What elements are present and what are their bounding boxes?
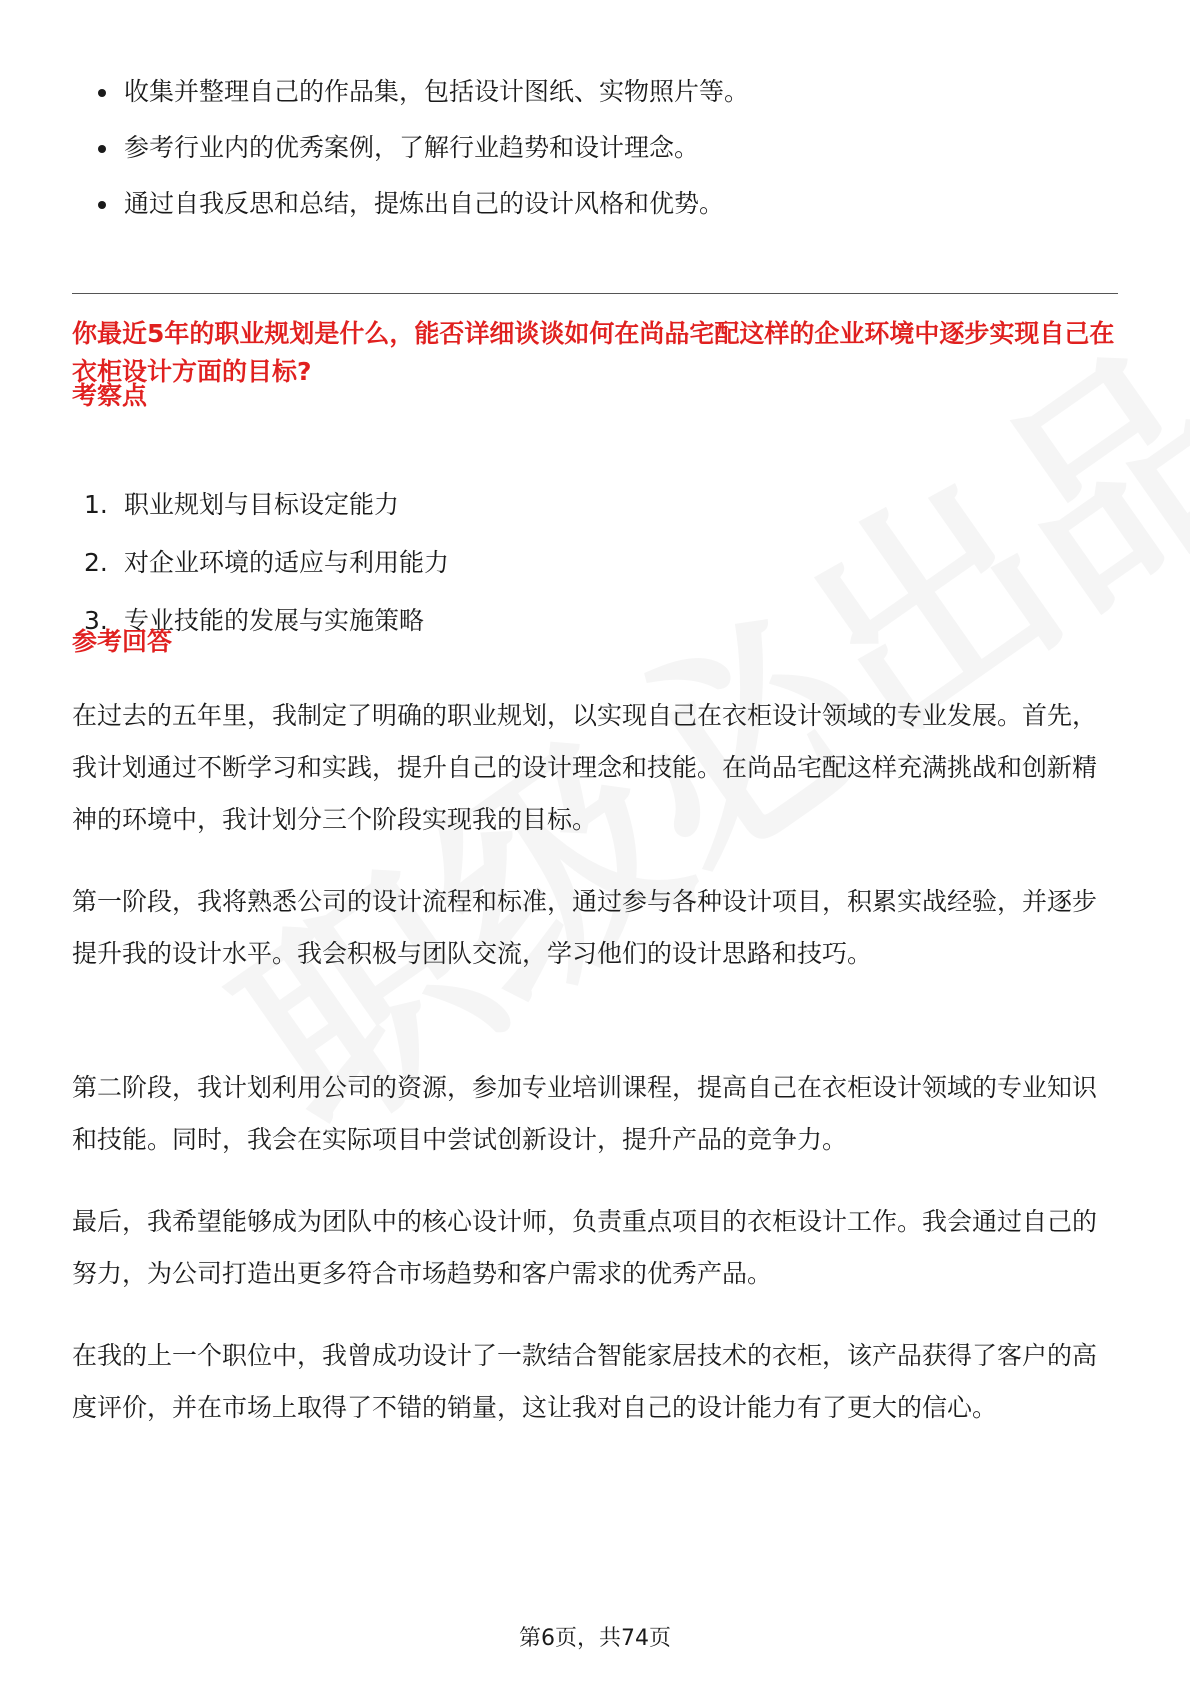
item-number: 3. xyxy=(84,606,108,635)
assessment-item xyxy=(84,487,449,523)
item-number: 2. xyxy=(84,548,108,577)
page-number: 第6页，共74页 xyxy=(519,1626,671,1651)
question-heading: 你最近5年的职业规划是什么，能否详细谈谈如何在尚品宅配这样的企业环境中逐步实现自己在衣柜设计方面的目标? xyxy=(72,319,1115,386)
bullet-item: 参考行业内的优秀案例，了解行业趋势和设计理念。 xyxy=(96,130,1116,166)
answer-paragraph: 第二阶段，我计划利用公司的资源，参加专业培训课程，提高自己在衣柜设计领域的专业知识和技能。同时，我会在实际项目中尝试创新设计，提升产品的竞争力。 xyxy=(72,1073,1098,1154)
answer-paragraph: 在我的上一个职位中，我曾成功设计了一款结合智能家居技术的衣柜，该产品获得了客户的高度评价，并在市场上取得了不错的销量，这让我对自己的设计能力有了更大的信心。 xyxy=(72,1341,1098,1422)
item-text: 对企业环境的适应与利用能力 xyxy=(124,548,450,577)
bullet-item: 收集并整理自己的作品集，包括设计图纸、实物照片等。 xyxy=(96,74,1116,110)
item-text: 职业规划与目标设定能力 xyxy=(124,490,400,519)
bullet-list xyxy=(96,74,1116,242)
assessment-heading: 考察点 xyxy=(72,381,148,410)
answer-heading: 参考回答 xyxy=(72,627,173,656)
item-number: 1. xyxy=(84,490,108,519)
answer-paragraph: 在过去的五年里，我制定了明确的职业规划，以实现自己在衣柜设计领域的专业发展。首先，我计划通过不断学习和实践，提升自己的设计理念和技能。在尚品宅配这样充满挑战和创新精神的环境中，我计划分三个阶段实现我的目标。 xyxy=(72,701,1098,834)
section-divider xyxy=(72,293,1118,294)
assessment-item xyxy=(84,545,449,581)
answer-paragraph: 第一阶段，我将熟悉公司的设计流程和标准，通过参与各种设计项目，积累实战经验，并逐步提升我的设计水平。我会积极与团队交流，学习他们的设计思路和技巧。 xyxy=(72,887,1098,968)
bullet-item: 通过自我反思和总结，提炼出自己的设计风格和优势。 xyxy=(96,186,1116,222)
item-text: 专业技能的发展与实施策略 xyxy=(124,606,425,635)
answer-paragraph: 最后，我希望能够成为团队中的核心设计师，负责重点项目的衣柜设计工作。我会通过自己的努力，为公司打造出更多符合市场趋势和客户需求的优秀产品。 xyxy=(72,1207,1098,1288)
